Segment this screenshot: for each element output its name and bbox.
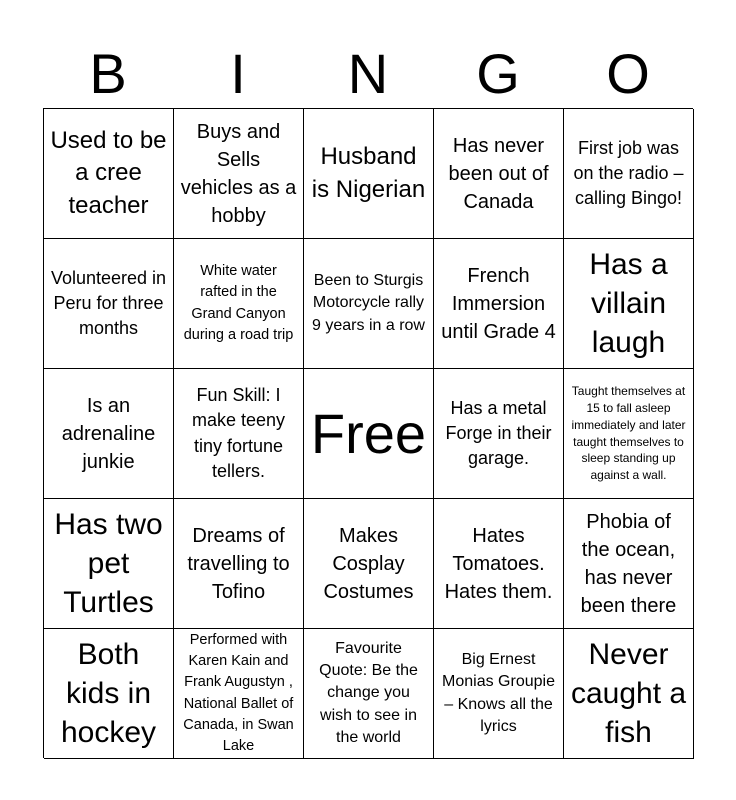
bingo-grid xyxy=(43,108,693,758)
bingo-cell[interactable] xyxy=(44,239,174,369)
bingo-cell-text: Used to be a cree teacher xyxy=(50,126,167,219)
bingo-cell-text: Favourite Quote: Be the change you wish to see in the world xyxy=(319,639,418,747)
bingo-cell[interactable] xyxy=(174,109,304,239)
bingo-cell-text: Both kids in hockey xyxy=(60,638,157,749)
bingo-cell[interactable] xyxy=(564,629,694,759)
bingo-cell-text: Taught themselves at 15 to fall asleep immediately and later taught themselves to sleep standing up against a wall. xyxy=(571,384,686,483)
bingo-cell[interactable] xyxy=(174,499,304,629)
bingo-cell[interactable] xyxy=(564,109,694,239)
bingo-cell[interactable] xyxy=(44,109,174,239)
bingo-cell-text: White water rafted in the Grand Canyon during a road trip xyxy=(183,263,294,343)
bingo-cell[interactable] xyxy=(434,109,564,239)
bingo-cell-text: French Immersion until Grade 4 xyxy=(441,264,556,343)
bingo-cell[interactable] xyxy=(564,499,694,629)
bingo-cell-text: Phobia of the ocean, has never been there xyxy=(580,510,677,617)
bingo-cell[interactable] xyxy=(434,369,564,499)
bingo-cell[interactable] xyxy=(174,239,304,369)
bingo-cell-text: Has two pet Turtles xyxy=(54,508,163,619)
bingo-cell-text: Buys and Sells vehicles as a hobby xyxy=(180,120,297,227)
bingo-cell-text: First job was on the radio – calling Bingo! xyxy=(573,137,684,209)
bingo-cell[interactable] xyxy=(174,369,304,499)
bingo-cell[interactable] xyxy=(174,629,304,759)
bingo-cell[interactable] xyxy=(434,629,564,759)
bingo-cell-text: Has a villain laugh xyxy=(589,248,668,359)
bingo-cell-text: Volunteered in Peru for three months xyxy=(50,267,167,339)
bingo-cell-text: Is an adrenaline junkie xyxy=(61,394,156,473)
bingo-cell[interactable] xyxy=(44,629,174,759)
bingo-cell[interactable] xyxy=(304,499,434,629)
bingo-cell[interactable] xyxy=(44,369,174,499)
header-letter-o: O xyxy=(606,42,650,105)
bingo-cell-text: Performed with Karen Kain and Frank Augustyn , National Ballet of Canada, in Swan Lake xyxy=(183,632,294,754)
header-letter-b: B xyxy=(89,42,127,105)
bingo-cell-text: Free xyxy=(310,401,427,465)
bingo-cell-text: Has a metal Forge in their garage. xyxy=(445,397,552,469)
header-letter-n: N xyxy=(347,42,389,105)
bingo-cell[interactable] xyxy=(564,239,694,369)
bingo-cell[interactable] xyxy=(44,499,174,629)
bingo-header xyxy=(43,40,693,108)
bingo-cell[interactable] xyxy=(304,109,434,239)
free-space-cell[interactable] xyxy=(304,369,434,499)
bingo-cell-text: Has never been out of Canada xyxy=(448,134,549,213)
bingo-cell-text: Makes Cosplay Costumes xyxy=(323,524,414,603)
bingo-cell-text: Hates Tomatoes. Hates them. xyxy=(444,524,553,603)
header-letter-g: G xyxy=(476,42,520,105)
bingo-cell-text: Never caught a fish xyxy=(570,638,687,749)
bingo-cell[interactable] xyxy=(304,629,434,759)
bingo-cell[interactable] xyxy=(564,369,694,499)
header-letter-i: I xyxy=(230,42,246,105)
bingo-cell-text: Been to Sturgis Motorcycle rally 9 years in a row xyxy=(312,271,425,334)
bingo-cell[interactable] xyxy=(434,499,564,629)
bingo-cell[interactable] xyxy=(304,239,434,369)
bingo-cell-text: Big Ernest Monias Groupie – Knows all the lyrics xyxy=(442,650,555,735)
bingo-cell-text: Dreams of travelling to Tofino xyxy=(187,524,290,603)
bingo-cell[interactable] xyxy=(434,239,564,369)
bingo-cell-text: Husband is Nigerian xyxy=(311,143,426,203)
bingo-cell-text: Fun Skill: I make teeny tiny fortune tellers. xyxy=(191,385,286,481)
